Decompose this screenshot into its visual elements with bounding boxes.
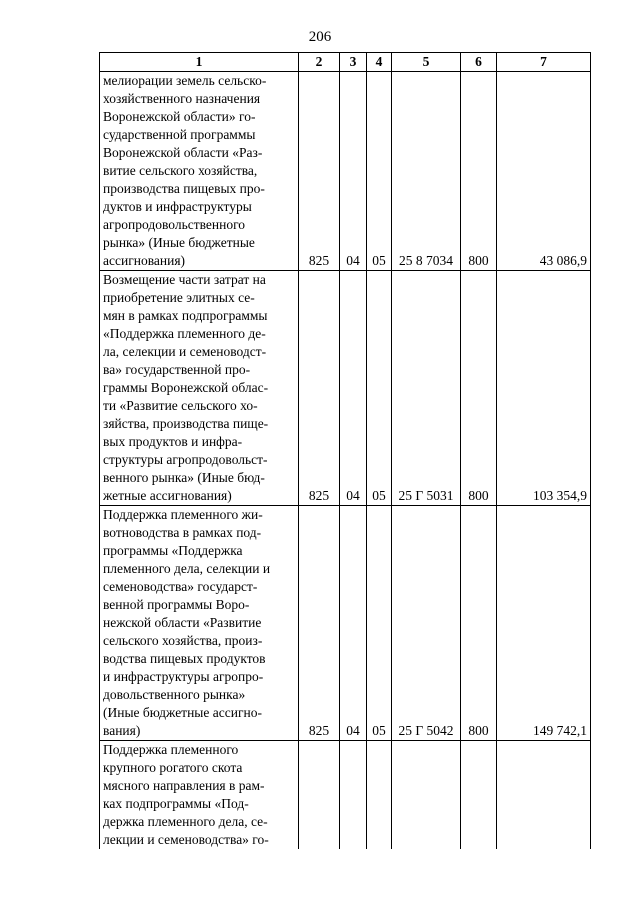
description-line: зяйства, производства пище- [103, 416, 269, 431]
description-line: держка племенного дела, се- [103, 814, 268, 829]
description-line: мелиорации земель сельско- [103, 73, 267, 88]
description-line: крупного рогатого скота [103, 760, 243, 775]
description-line: ва» государственной про- [103, 362, 251, 377]
description-line: витие сельского хозяйства, [103, 163, 258, 178]
header-cell-2: 2 [299, 53, 340, 72]
description-line: Поддержка племенного жи- [103, 507, 263, 522]
description-line: дуктов и инфраструктуры [103, 199, 252, 214]
table-row [100, 271, 591, 506]
description-line: вания) [103, 723, 141, 738]
header-cell-7: 7 [497, 53, 591, 72]
table-row [100, 72, 591, 271]
row-column-2 [299, 741, 340, 850]
description-line: рынка» (Иные бюджетные [103, 235, 255, 250]
header-cell-5: 5 [392, 53, 461, 72]
header-cell-4: 4 [367, 53, 392, 72]
description-line: вых продуктов и инфра- [103, 434, 243, 449]
description-line: нежской области «Развитие [103, 615, 262, 630]
description-line: приобретение элитных се- [103, 290, 255, 305]
description-line: жетные ассигнования) [103, 488, 232, 503]
row-column-5: 25 Г 5042 [392, 506, 461, 741]
description-line: мясного направления в рам- [103, 778, 265, 793]
row-column-2: 825 [299, 271, 340, 506]
row-column-4 [367, 741, 392, 850]
description-line: венного рынка» (Иные бюд- [103, 470, 265, 485]
header-row [100, 53, 591, 72]
table-row [100, 506, 591, 741]
row-column-3 [340, 741, 367, 850]
description-line: лекции и семеноводства» го- [103, 832, 269, 847]
description-line: Поддержка племенного [103, 742, 239, 757]
description-line: семеноводства» государст- [103, 579, 258, 594]
description-line: мян в рамках подпрограммы [103, 308, 268, 323]
description-line: ла, селекции и семеноводст- [103, 344, 267, 359]
description-line: агропродовольственного [103, 217, 246, 232]
description-line: программы «Поддержка [103, 543, 243, 558]
header-cell-1: 1 [100, 53, 299, 72]
description-line: Возмещение части затрат на [103, 272, 266, 287]
row-column-5: 25 Г 5031 [392, 271, 461, 506]
description-line: сельского хозяйства, произ- [103, 633, 263, 648]
description-line: структуры агропродовольст- [103, 452, 268, 467]
description-line: довольственного рынка» [103, 687, 246, 702]
row-column-4: 05 [367, 506, 392, 741]
row-description [100, 506, 299, 741]
description-line: ассигнования) [103, 253, 186, 268]
description-line: хозяйственного назначения [103, 91, 261, 106]
row-column-7: 103 354,9 [497, 271, 591, 506]
row-column-3: 04 [340, 506, 367, 741]
description-line: «Поддержка племенного де- [103, 326, 266, 341]
table-body [100, 72, 591, 850]
row-description [100, 741, 299, 850]
row-column-7: 149 742,1 [497, 506, 591, 741]
row-column-7: 43 086,9 [497, 72, 591, 271]
row-column-7 [497, 741, 591, 850]
description-line: Воронежской области» го- [103, 109, 256, 124]
header-cell-3: 3 [340, 53, 367, 72]
budget-table [99, 52, 591, 849]
row-column-2: 825 [299, 506, 340, 741]
description-line: венной программы Воро- [103, 597, 250, 612]
row-column-2: 825 [299, 72, 340, 271]
row-column-6: 800 [461, 72, 497, 271]
description-line: производства пищевых про- [103, 181, 265, 196]
description-line: (Иные бюджетные ассигно- [103, 705, 262, 720]
row-column-4: 05 [367, 72, 392, 271]
row-column-5 [392, 741, 461, 850]
description-line: граммы Воронежской облас- [103, 380, 269, 395]
row-column-4: 05 [367, 271, 392, 506]
description-line: ти «Развитие сельского хо- [103, 398, 258, 413]
row-column-6 [461, 741, 497, 850]
description-line: ках подпрограммы «Под- [103, 796, 249, 811]
row-column-3: 04 [340, 72, 367, 271]
row-column-3: 04 [340, 271, 367, 506]
row-column-5: 25 8 7034 [392, 72, 461, 271]
description-line: и инфраструктуры агропро- [103, 669, 264, 684]
row-description [100, 72, 299, 271]
row-column-6: 800 [461, 271, 497, 506]
header-cell-6: 6 [461, 53, 497, 72]
description-line: сударственной программы [103, 127, 256, 142]
description-line: Воронежской области «Раз- [103, 145, 263, 160]
description-line: водства пищевых продуктов [103, 651, 266, 666]
description-line: племенного дела, селекции и [103, 561, 271, 576]
page-number: 206 [308, 29, 332, 45]
description-line: вотноводства в рамках под- [103, 525, 262, 540]
table-row [100, 741, 591, 850]
row-column-6: 800 [461, 506, 497, 741]
row-description [100, 271, 299, 506]
